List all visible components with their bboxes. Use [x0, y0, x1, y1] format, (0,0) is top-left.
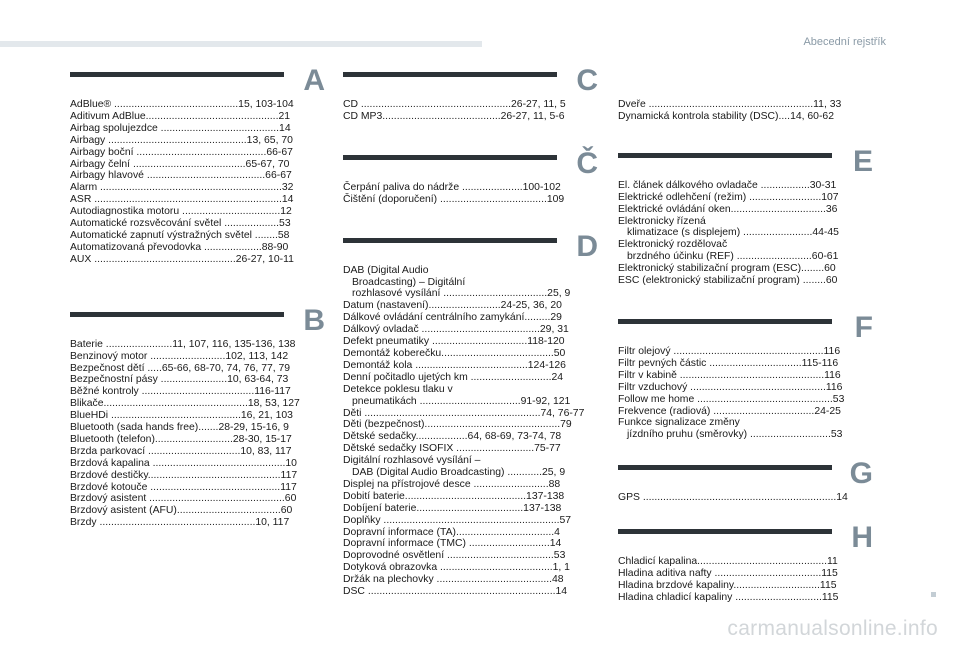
index-entry: Dálkový ovladač .........................................29, 31	[343, 324, 569, 336]
index-entry: Airbagy boční .............................................66-67	[70, 146, 293, 158]
section-header	[70, 303, 325, 339]
index-entry: brzdného účinku (REF) ..........................60-61	[627, 251, 839, 263]
index-entry: Broadcasting) – Digitální	[352, 276, 466, 288]
index-entry: Brzdové kotouče .............................................117	[70, 481, 297, 493]
index-section	[343, 64, 598, 123]
index-entry: Brzdová kapalina ..............................................10	[70, 457, 297, 469]
section-rule	[70, 72, 284, 77]
section-rule	[343, 72, 557, 77]
index-entry: Dynamická kontrola stability (DSC)....14, 60-62	[618, 110, 834, 122]
section-header	[618, 457, 873, 492]
index-entry: Baterie .......................11, 107, 116, 135-136, 138	[70, 338, 296, 350]
index-entry: AdBlue® ...........................................15, 103-104	[70, 99, 294, 110]
index-entry: Digitální rozhlasové vysílání –	[343, 455, 481, 467]
index-entry: Filtr vzduchový ...............................................116	[618, 381, 843, 393]
index-entry: Bezpečnostní pásy .......................10, 63-64, 73	[70, 374, 289, 386]
section-rule	[618, 529, 832, 534]
index-entry: Dětské sedačky ISOFIX ...........................75-77	[343, 443, 561, 455]
index-entry: Bluetooth (telefon)...........................28-30, 15-17	[70, 433, 292, 445]
index-entry: Aditivum AdBlue..............................................21	[70, 110, 291, 122]
index-entry: Benzinový motor ..........................102, 113, 142	[70, 350, 289, 362]
index-entry: CD MP3.........................................26-27, 11, 5-6	[343, 110, 565, 122]
section-rule	[618, 319, 832, 324]
index-entry: Bluetooth (sada hands free).......28-29, 15-16, 9	[70, 422, 289, 434]
section-rule	[343, 155, 557, 160]
index-entry: Dopravní informace (TMC) ............................14	[343, 538, 562, 550]
section-header	[618, 521, 873, 556]
index-entry: klimatizace (s displejem) ........................44-45	[627, 227, 839, 239]
index-section	[618, 521, 873, 604]
index-entry: Frekvence (radiová) ...................................24-25	[618, 405, 841, 417]
index-entry: Hladina aditiva nafty .....................................115	[618, 568, 838, 580]
section-header	[343, 64, 598, 99]
index-entry: Elektrické odlehčení (režim) .........................107	[618, 191, 839, 203]
index-entry: Autodiagnostika motoru ..................................12	[70, 206, 292, 218]
index-entry: Airbagy čelní .......................................65-67, 70	[70, 158, 290, 170]
index-entry: Hladina chladicí kapaliny ..............................115	[618, 591, 839, 603]
index-section	[618, 457, 873, 504]
index-entry: DAB (Digital Audio Broadcasting) ............25, 9	[352, 467, 566, 479]
index-entry: Automatizovaná převodovka ....................88-90	[70, 241, 289, 253]
index-entry: Datum (nastavení).........................24-25, 36, 20	[343, 300, 562, 312]
index-entry: Dobíjení baterie.....................................137-138	[343, 502, 562, 514]
index-entry: Děti (bezpečnost)...............................................79	[343, 419, 572, 431]
section-letter: D	[576, 229, 598, 263]
index-entry: Alarm ...............................................................32	[70, 182, 294, 194]
index-section	[618, 144, 873, 287]
page-title: Abecední rejstřík	[803, 36, 886, 48]
index-entry: Chladicí kapalina.............................................11	[618, 556, 838, 568]
index-entry: Dotyková obrazovka .......................................1, 1	[343, 562, 570, 574]
index-entry: Dětské sedačky..................64, 68-69, 73-74, 78	[343, 431, 562, 443]
index-entry: Dveře .........................................................11, 33	[618, 99, 842, 110]
index-entry: Čerpání paliva do nádrže .....................100-102	[343, 181, 561, 193]
index-entry: Airbag spolujezdce .........................................14	[70, 122, 291, 134]
index-section	[343, 229, 598, 598]
index-entry: Děti .............................................................74, 76-77	[343, 407, 585, 419]
index-column-1	[70, 64, 325, 529]
index-entry: ASR .................................................................14	[70, 194, 294, 206]
index-entry: BlueHDi .............................................16, 21, 103	[70, 410, 293, 422]
index-entry: Elektronicky řízená	[618, 215, 706, 227]
index-entry: Automatické rozsvěcování světel ...................53	[70, 218, 291, 230]
index-section	[618, 310, 873, 441]
index-entry: Airbagy hlavové .........................................66-67	[70, 170, 292, 182]
index-entry: ESC (elektronický stabilizační program) ........60	[618, 275, 838, 287]
index-entry: Dálkové ovládání centrálního zamykání.........29	[343, 312, 562, 324]
section-header	[618, 144, 873, 180]
index-entry: Detekce poklesu tlaku v	[343, 383, 453, 395]
index-column-2	[343, 64, 598, 598]
index-entry: Čištění (doporučení) .....................................109	[343, 193, 565, 205]
index-entry: Denní počitadlo ujetých km ............................24	[343, 371, 564, 383]
watermark: carmanualsonline.info	[727, 617, 938, 640]
index-entry: jízdního pruhu (směrovky) ............................53	[627, 429, 843, 441]
index-entry: Filtr v kabině ..................................................116	[618, 369, 841, 381]
index-entry: Doplňky .............................................................57	[343, 514, 572, 526]
index-entry: pneumatikách ...................................91-92, 121	[352, 395, 571, 407]
section-header	[618, 310, 873, 346]
section-letter: G	[849, 457, 873, 491]
section-rule	[70, 312, 284, 317]
index-entry: Demontáž koberečku.......................................50	[343, 347, 566, 359]
index-column-3	[618, 70, 873, 604]
index-entry: Brzdy ......................................................10, 117	[70, 517, 290, 529]
section-header	[343, 146, 598, 182]
index-entry: El. článek dálkového ovladače .................30-31	[618, 179, 837, 191]
index-entry: Demontáž kola .......................................124-126	[343, 359, 566, 371]
section-rule	[343, 238, 557, 243]
index-entry: Dopravní informace (TA)..................................4	[343, 526, 560, 538]
index-entry: Funkce signalizace změny	[618, 417, 740, 429]
corner-marker	[931, 592, 936, 597]
index-entry: Hladina brzdové kapaliny..............................115	[618, 579, 837, 591]
index-entry: Displej na přístrojové desce ..........................88	[343, 478, 561, 490]
index-entry: Dobití baterie..........................................137-138	[343, 490, 565, 502]
index-entry: Defekt pneumatiky .................................118-120	[343, 336, 565, 348]
section-letter: E	[852, 144, 873, 178]
index-entry: Elektronický stabilizační program (ESC)........60	[618, 263, 836, 275]
index-entry: Filtr olejový ....................................................116	[618, 345, 841, 357]
index-entry: DSC .................................................................14	[343, 586, 568, 598]
index-entry: Doprovodné osvětlení .....................................53	[343, 550, 566, 562]
index-entry: Bezpečnost dětí .....65-66, 68-70, 74, 76, 77, 79	[70, 362, 291, 374]
section-rule	[618, 153, 832, 158]
index-entry: rozhlasové vysílání ....................................25, 9	[352, 288, 571, 300]
index-entry: Blikače..................................................18, 53, 127	[70, 398, 300, 410]
section-letter: H	[851, 521, 873, 555]
index-entry: Elektronický rozdělovač	[618, 239, 728, 251]
index-section	[70, 303, 325, 530]
index-entry: Brzdový asistent ...............................................60	[70, 493, 297, 505]
section-letter: C	[576, 64, 598, 97]
index-section	[343, 146, 598, 206]
index-entry: Follow me home ...............................................53	[618, 393, 845, 405]
section-letter: Č	[576, 146, 598, 180]
section-header	[70, 64, 325, 99]
index-entry: Běžné kontroly .......................................116-117	[70, 386, 291, 398]
index-entry: Brzdové destičky..............................................117	[70, 469, 298, 481]
index-entry: Airbagy ................................................13, 65, 70	[70, 134, 293, 146]
section-letter: F	[854, 310, 873, 344]
section-rule	[618, 465, 832, 470]
top-rule	[0, 41, 482, 47]
index-entry: Brzda parkovací ................................10, 83, 117	[70, 445, 292, 457]
index-entry: AUX .................................................26-27, 10-11	[70, 253, 294, 265]
index-section	[70, 64, 325, 266]
index-entry: Brzdový asistent (AFU)....................................60	[70, 505, 293, 517]
section-letter: B	[303, 303, 325, 337]
index-entry: Filtr pevných částic ................................115-116	[618, 357, 839, 369]
index-entry: DAB (Digital Audio	[343, 264, 429, 276]
section-letter: A	[303, 64, 325, 97]
index-entry: Automatické zapnutí výstražných světel ........58	[70, 229, 290, 241]
index-entry: GPS ...................................................................14	[618, 492, 848, 504]
section-header	[343, 229, 598, 265]
index-entry: Elektrické ovládání oken.................................36	[618, 203, 838, 215]
index-entry: Držák na plechovky ........................................48	[343, 574, 564, 586]
index-entry: CD ....................................................26-27, 11, 5	[343, 99, 566, 110]
index-section	[618, 70, 873, 123]
